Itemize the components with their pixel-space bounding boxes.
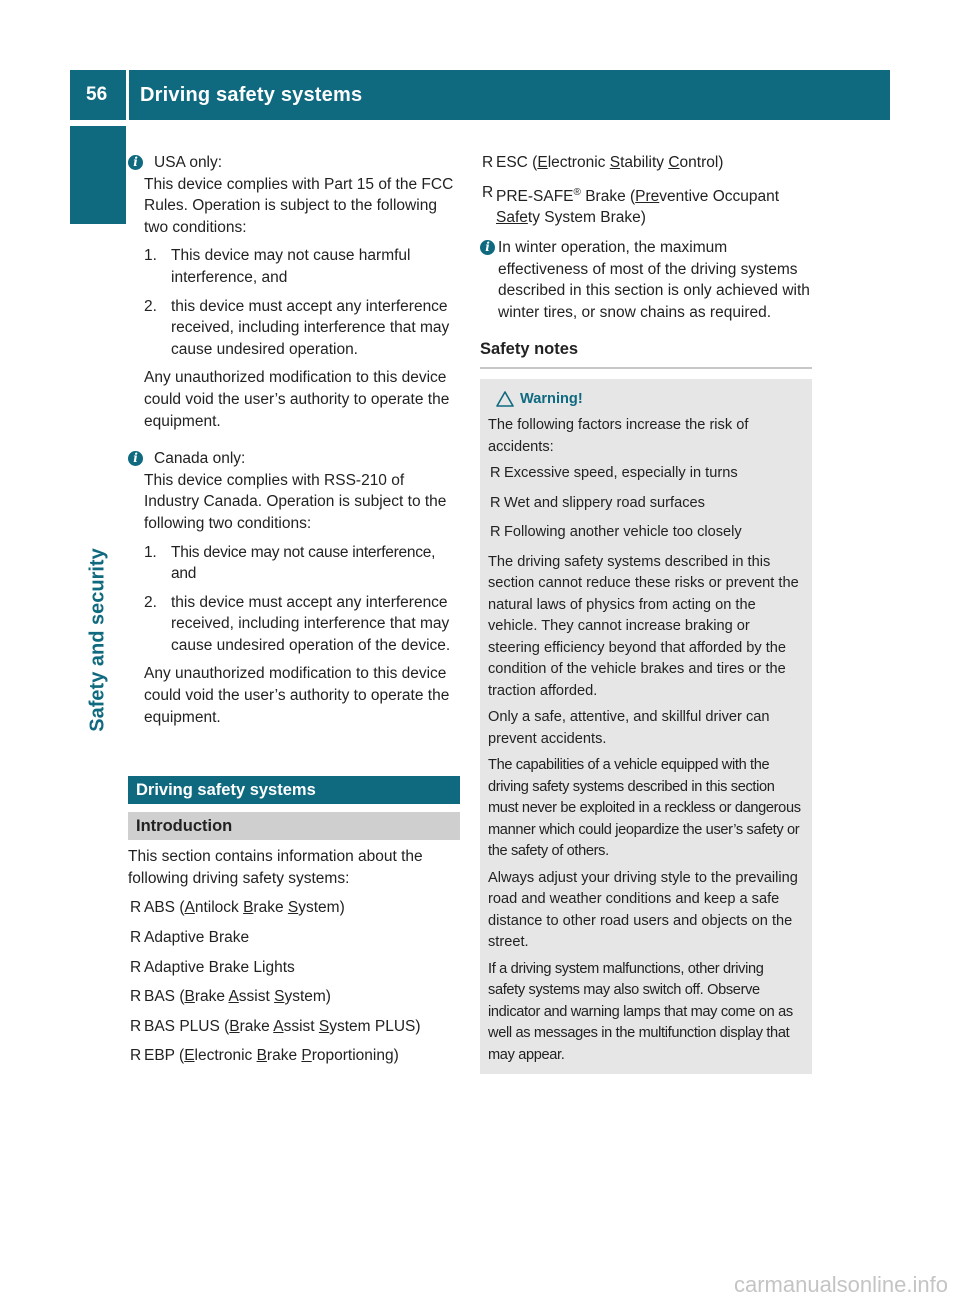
list-number: 1. [144, 247, 157, 265]
list-item: R Following another vehicle too closely [488, 522, 804, 544]
list-item [144, 296, 460, 361]
system-item-pre-safe-brake: R PRE-SAFE® Brake (Preventive Occupant Safety System Brake) [482, 183, 780, 227]
left-column [128, 152, 460, 1075]
warning-paragraph: If a driving system malfunctions, other driving safety systems may also switch off. Observe indicator and warning lamps that may come on as well as messages in the multifunction display that may appear. [488, 960, 793, 1063]
safety-notes-heading: Safety notes [480, 339, 812, 369]
system-item-abs: R ABS (Antilock Brake System) [128, 897, 460, 919]
list-text: This device may not cause interference, and [171, 543, 436, 583]
warning-title-text: Warning! [520, 390, 583, 407]
system-item-adaptive-brake: R Adaptive Brake [128, 927, 460, 949]
usa-note-footer: Any unauthorized modification to this device could void the user’s authority to operate the equipment. [144, 369, 450, 430]
list-text: this device must accept any interference received, including interference that may cause undesired operation. [171, 297, 450, 358]
bullet-marker: R [130, 958, 142, 976]
systems-list-continued [480, 152, 812, 229]
canada-note-footer: Any unauthorized modification to this device could void the user’s authority to operate the equipment. [144, 665, 450, 726]
canada-note [128, 448, 460, 728]
bullet-marker: R [130, 1017, 142, 1035]
watermark: carmanualsonline.info [733, 1272, 948, 1297]
list-item [144, 542, 460, 585]
warning-intro: The following factors increase the risk of accidents: [488, 417, 749, 455]
page-title: Driving safety systems [140, 84, 363, 106]
info-icon: i [128, 155, 143, 170]
subsection-heading: Introduction [128, 812, 460, 840]
bullet-marker: R [490, 494, 501, 511]
list-number: 1. [144, 543, 157, 561]
warning-triangle-icon [496, 391, 514, 407]
winter-note [480, 237, 812, 323]
section-heading: Driving safety systems [128, 776, 460, 804]
warning-paragraph: The capabilities of a vehicle equipped with the driving safety systems described in this section must never be exploited in a reckless or dangerous manner which could jeopardize the user’s safety or the safety of others. [488, 757, 801, 860]
system-item-bas-plus: R BAS PLUS (Brake Assist System PLUS) [128, 1016, 460, 1038]
list-item [144, 245, 460, 288]
canada-conditions-list [144, 542, 460, 657]
right-column [480, 152, 812, 1074]
list-number: 2. [144, 297, 157, 315]
usa-conditions-list [144, 245, 460, 360]
system-item-bas: R BAS (Brake Assist System) [128, 986, 460, 1008]
info-icon: i [128, 451, 143, 466]
list-item: R Wet and slippery road surfaces [488, 493, 804, 515]
system-item-esc: R ESC (Electronic Stability Control) [480, 152, 812, 174]
warning-paragraph: Only a safe, attentive, and skillful driver can prevent accidents. [488, 709, 770, 747]
canada-note-heading: Canada only: [154, 450, 246, 468]
system-item-ebp: R EBP (Electronic Brake Proportioning) [128, 1045, 460, 1067]
list-item: R Excessive speed, especially in turns [488, 463, 804, 485]
bullet-marker: R [490, 465, 501, 482]
list-text: This device may not cause harmful interference, and [171, 247, 411, 286]
winter-note-text: In winter operation, the maximum effectiveness of most of the driving systems described in this section is only achieved with winter tires, or snow chains as required. [498, 238, 810, 321]
warning-title [488, 389, 804, 411]
bullet-marker: R [130, 929, 142, 947]
bullet-marker: R [482, 154, 494, 171]
list-number: 2. [144, 593, 157, 611]
list-text: this device must accept any interference received, including interference that may cause undesired operation of the device. [171, 593, 451, 654]
page-number: 56 [86, 84, 108, 105]
bullet-marker: R [130, 1047, 142, 1065]
usa-note [128, 152, 460, 432]
bullet-marker: R [482, 183, 494, 201]
list-item [144, 592, 460, 657]
systems-list [128, 897, 460, 1067]
side-tab-marker [70, 126, 126, 224]
info-icon: i [480, 240, 495, 255]
warning-box [480, 379, 812, 1075]
usa-note-text: This device complies with Part 15 of the FCC Rules. Operation is subject to the following two conditions: [144, 175, 454, 236]
intro-text: This section contains information about the following driving safety systems: [128, 848, 423, 887]
bullet-marker: R [130, 899, 142, 917]
canada-note-text: This device complies with RSS-210 of Industry Canada. Operation is subject to the following two conditions: [144, 471, 447, 532]
side-chapter-label: Safety and security [86, 548, 109, 732]
header-divider [126, 70, 129, 120]
warning-paragraph: The driving safety systems described in this section cannot reduce these risks or prevent the natural laws of physics from acting on the vehicle. They cannot increase braking or steering efficiency beyond that afforded by the condition of the vehicle brakes and tires or the traction afforded. [488, 553, 799, 699]
bullet-marker: R [490, 524, 501, 541]
warning-risk-list [488, 463, 804, 544]
system-item-adaptive-brake-lights: R Adaptive Brake Lights [128, 957, 460, 979]
bullet-marker: R [130, 988, 142, 1006]
warning-paragraph: Always adjust your driving style to the prevailing road and weather conditions and keep a safe distance to other road users and objects on the street. [488, 869, 798, 951]
usa-note-heading: USA only: [154, 154, 223, 171]
